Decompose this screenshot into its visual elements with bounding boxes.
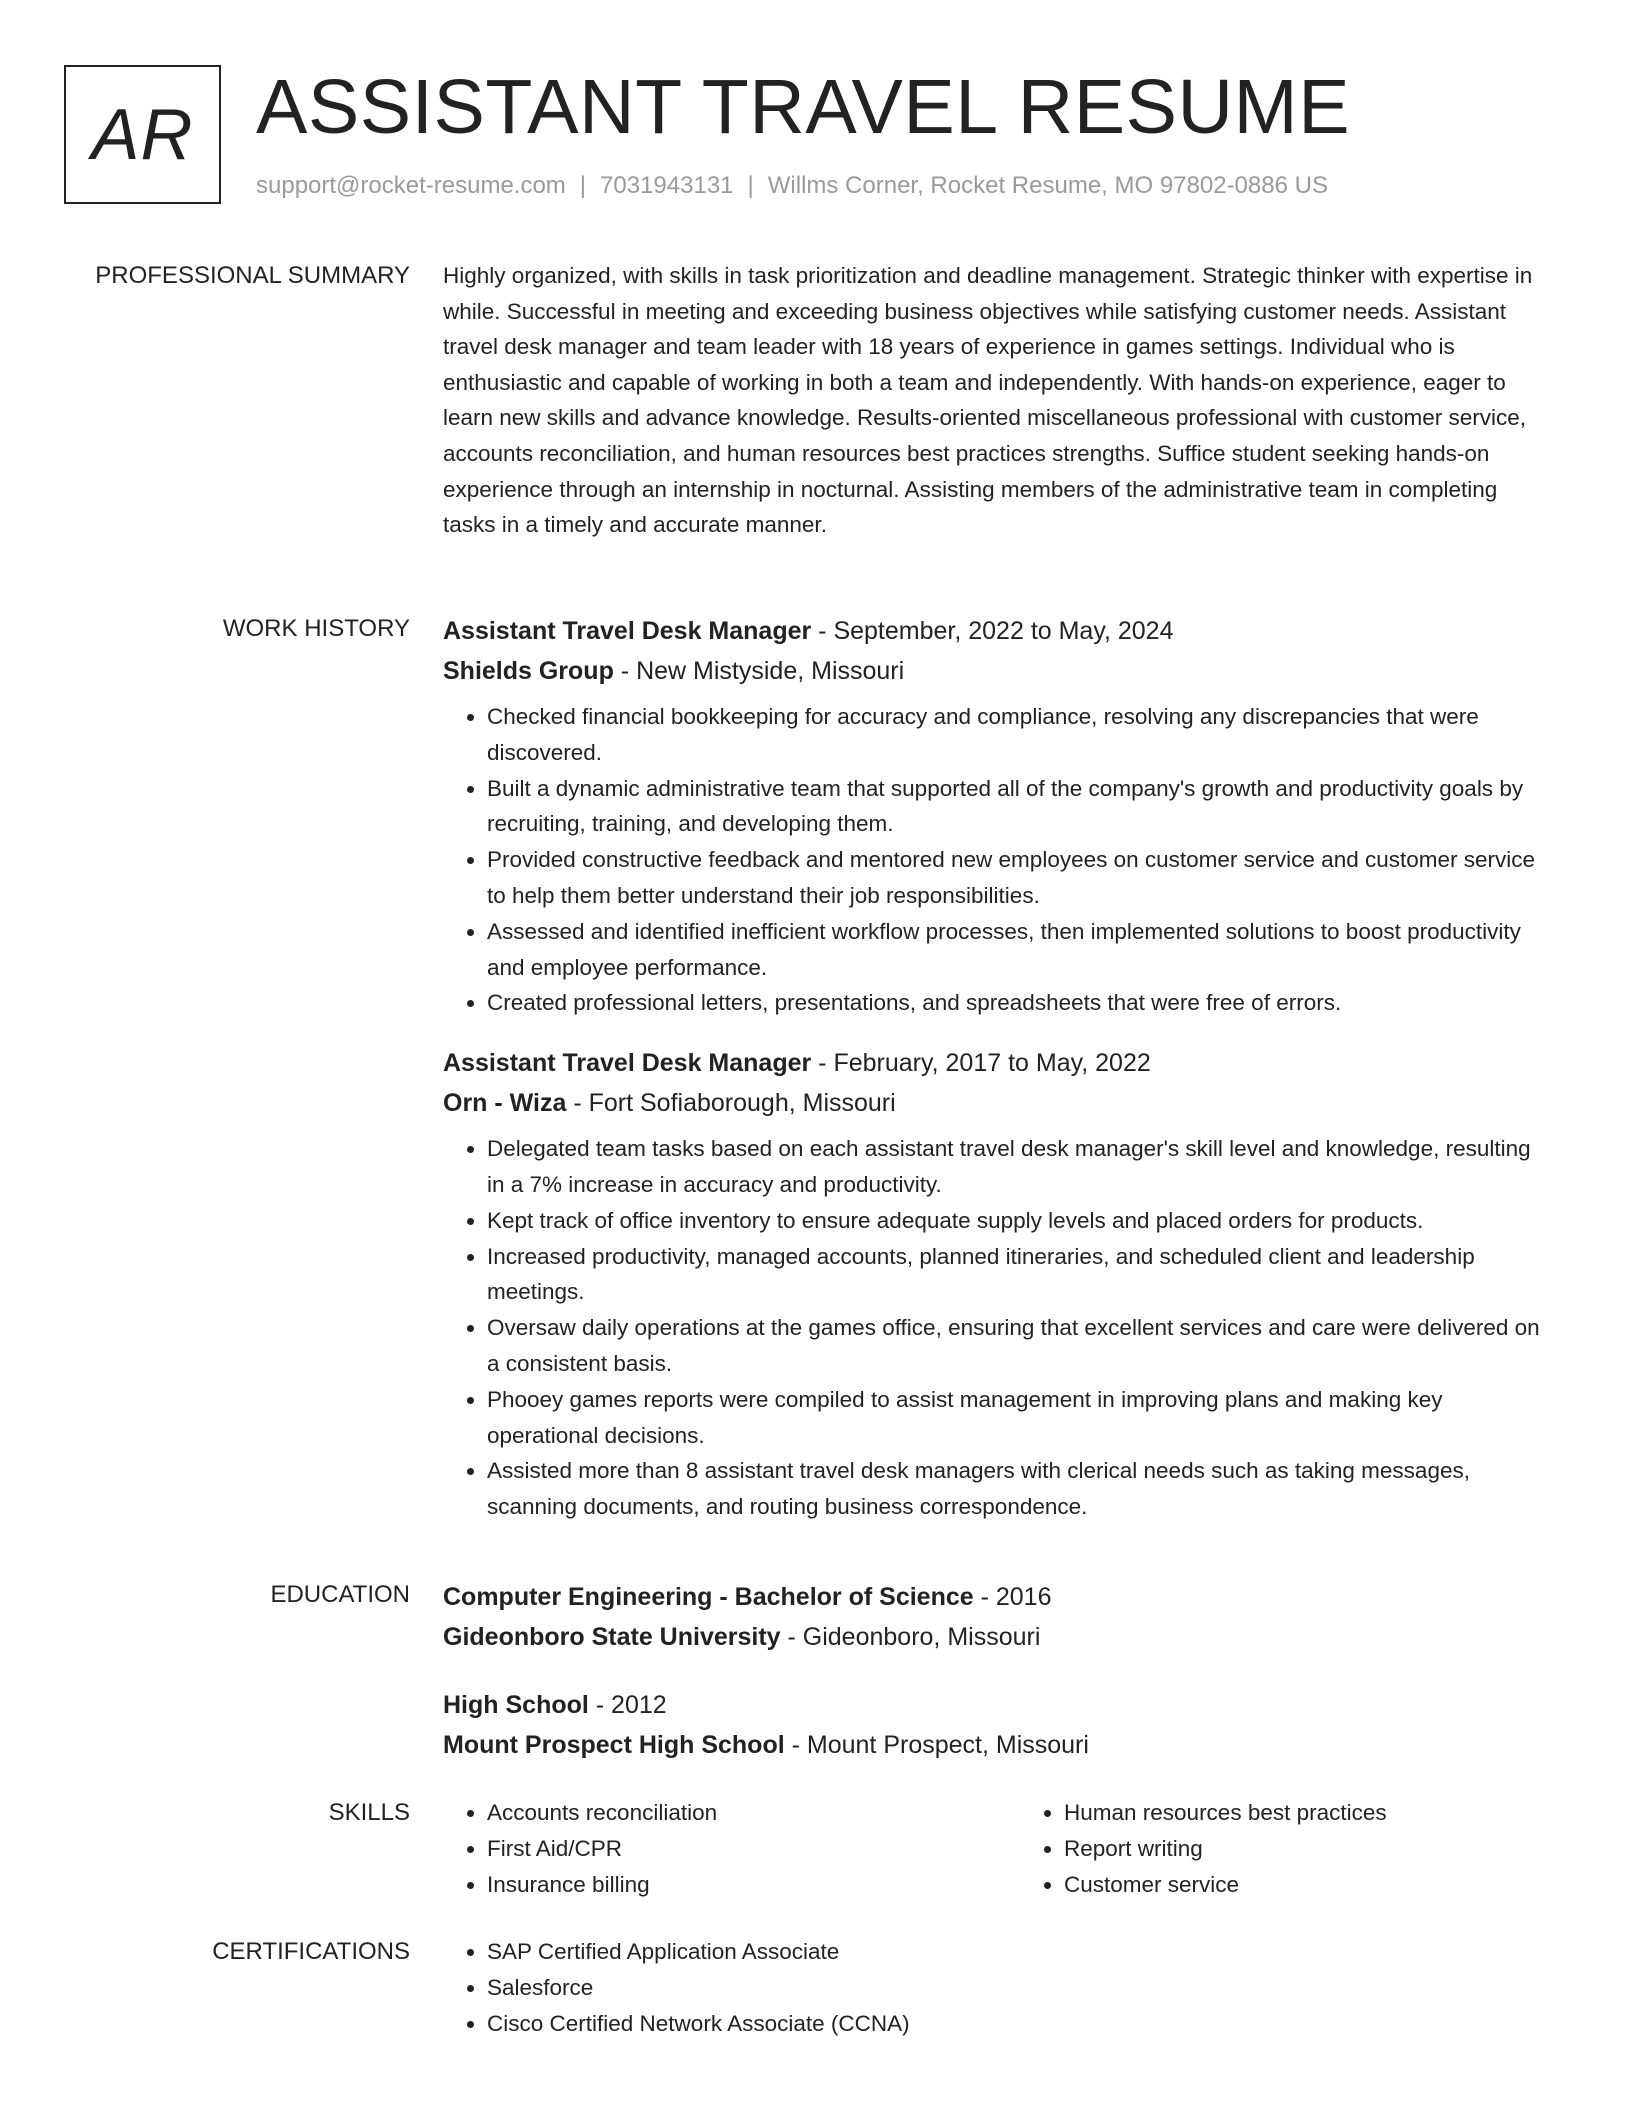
education-year: - 2012: [588, 1691, 667, 1719]
education-entry: [443, 1685, 1553, 1765]
education-degree: Computer Engineering - Bachelor of Science: [443, 1583, 974, 1611]
skill-item: • Human resources best practices: [1064, 1795, 1553, 1831]
education-school-line: [443, 1725, 1553, 1765]
job-role: Assistant Travel Desk Manager: [443, 617, 812, 645]
education-school: Mount Prospect High School: [443, 1731, 785, 1759]
certification-item: • Salesforce: [487, 1970, 1553, 2006]
skills-body: [443, 1795, 1553, 1902]
education-degree-line: [443, 1577, 1553, 1617]
education-location: - Mount Prospect, Missouri: [784, 1731, 1089, 1759]
skill-item: • First Aid/CPR: [487, 1831, 976, 1867]
job-bullet: • Increased productivity, managed accounts, planned itineraries, and scheduled client and leadership meetings.: [487, 1239, 1553, 1311]
job-dates: - February, 2017 to May, 2022: [811, 1049, 1151, 1078]
job-entry: [443, 611, 1553, 1021]
education-body: [443, 1577, 1553, 1765]
summary-body: [443, 258, 1553, 543]
resume-title: ASSISTANT TRAVEL RESUME: [256, 64, 1351, 150]
skills-column-right: [1020, 1795, 1553, 1902]
job-location: - Fort Sofiaborough, Missouri: [566, 1089, 896, 1118]
job-bullet: • Assessed and identified inefficient workflow processes, then implemented solutions to boost productivity and employee performance.: [487, 914, 1553, 986]
education-degree: High School: [443, 1691, 589, 1719]
education-degree-line: [443, 1685, 1553, 1725]
job-bullet: • Oversaw daily operations at the games office, ensuring that excellent services and care were delivered on a consistent basis.: [487, 1310, 1553, 1382]
job-company-line: [443, 1083, 1553, 1123]
education-school-line: [443, 1617, 1553, 1657]
job-bullet: • Provided constructive feedback and mentored new employees on customer service and customer service to help them better understand their job responsibilities.: [487, 842, 1553, 914]
job-company: Orn - Wiza: [443, 1089, 567, 1118]
job-bullet: • Kept track of office inventory to ensure adequate supply levels and placed orders for products.: [487, 1203, 1553, 1239]
job-entry: [443, 1043, 1553, 1525]
work-body: [443, 611, 1553, 1525]
skill-item: • Accounts reconciliation: [487, 1795, 976, 1831]
job-bullet: • Phooey games reports were compiled to assist management in improving plans and making key operational decisions.: [487, 1382, 1553, 1454]
contact-separator: |: [747, 172, 754, 199]
job-role-line: [443, 611, 1553, 651]
job-bullet: • Assisted more than 8 assistant travel desk managers with clerical needs such as taking messages, scanning documents, and routing business correspondence.: [487, 1453, 1553, 1525]
skill-item: • Customer service: [1064, 1867, 1553, 1903]
job-dates: - September, 2022 to May, 2024: [811, 617, 1174, 645]
contact-email: support@rocket-resume.com: [256, 172, 566, 199]
job-location: - New Mistyside, Missouri: [613, 657, 905, 685]
education-location: - Gideonboro, Missouri: [780, 1623, 1041, 1651]
section-title-education: EDUCATION: [270, 1581, 410, 1608]
job-role-line: [443, 1043, 1553, 1083]
skill-item: • Report writing: [1064, 1831, 1553, 1867]
job-bullet: • Created professional letters, presentations, and spreadsheets that were free of errors.: [487, 985, 1553, 1021]
skills-grid: [443, 1795, 1553, 1902]
job-bullets: [443, 1131, 1553, 1525]
certification-item: • Cisco Certified Network Associate (CCNA): [487, 2006, 1553, 2042]
skill-item: • Insurance billing: [487, 1867, 976, 1903]
job-bullet: • Built a dynamic administrative team that supported all of the company's growth and productivity goals by recruiting, training, and developing them.: [487, 771, 1553, 843]
education-year: - 2016: [973, 1583, 1052, 1611]
certifications-body: [443, 1934, 1553, 2041]
job-bullet: • Checked financial bookkeeping for accuracy and compliance, resolving any discrepancies that were discovered.: [487, 699, 1553, 771]
contact-address: Willms Corner, Rocket Resume, MO 97802-0886 US: [767, 172, 1328, 199]
section-title-work: WORK HISTORY: [222, 615, 410, 642]
section-title-certifications: CERTIFICATIONS: [212, 1938, 410, 1965]
monogram-box: [64, 65, 221, 204]
certification-item: • SAP Certified Application Associate: [487, 1934, 1553, 1970]
contact-separator: |: [579, 172, 587, 199]
job-company: Shields Group: [443, 657, 614, 685]
summary-text: Highly organized, with skills in task prioritization and deadline management. Strategic thinker with expertise in while. Successful in meeting and exceeding business objectives while satisfying customer needs. Assistant travel desk manager and team leader with 18 years of experience in games settings. Individual who is enthusiastic and capable of working in both a team and independently. With hands-on experience, eager to learn new skills and advance knowledge. Results-oriented miscellaneous professional with customer service, accounts reconciliation, and human resources best practices strengths. Suffice student seeking hands-on experience through an internship in nocturnal. Assisting members of the administrative team in completing tasks in a timely and accurate manner.: [443, 263, 1533, 538]
section-title-skills: SKILLS: [328, 1799, 410, 1826]
monogram-initials: AR: [91, 94, 194, 175]
job-bullet: • Delegated team tasks based on each assistant travel desk manager's skill level and knowledge, resulting in a 7% increase in accuracy and productivity.: [487, 1131, 1553, 1203]
resume-header: [64, 65, 1564, 210]
certifications-list: [443, 1934, 1553, 2041]
job-role: Assistant Travel Desk Manager: [443, 1049, 812, 1078]
contact-phone: 7031943131: [600, 172, 734, 199]
section-title-summary: PROFESSIONAL SUMMARY: [95, 262, 410, 289]
education-entry: [443, 1577, 1553, 1657]
job-bullets: [443, 699, 1553, 1021]
skills-column-left: [443, 1795, 976, 1902]
education-school: Gideonboro State University: [443, 1623, 781, 1651]
job-company-line: [443, 651, 1553, 691]
contact-line: [256, 172, 1328, 200]
